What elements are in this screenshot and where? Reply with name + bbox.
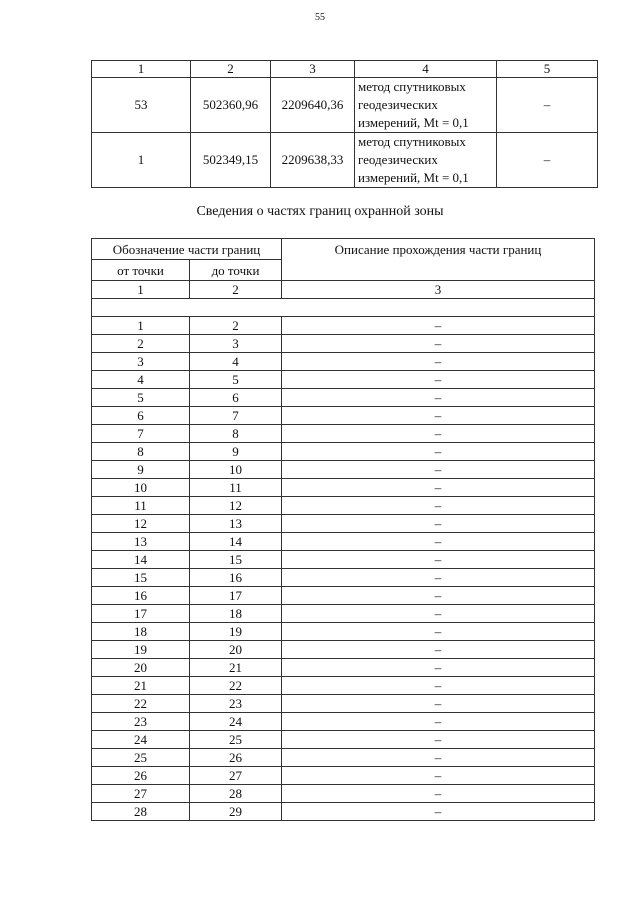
from-point: 23 [92,713,190,731]
table-row [92,133,598,188]
to-point: 28 [190,785,282,803]
table-row [92,767,595,785]
description-value: – [282,317,595,335]
to-point: 18 [190,605,282,623]
to-point: 29 [190,803,282,821]
description-value: – [282,443,595,461]
to-point: 20 [190,641,282,659]
description-value: – [282,605,595,623]
spacer-cell [92,299,595,317]
description-value: – [282,587,595,605]
from-point: 24 [92,731,190,749]
table-row [92,623,595,641]
table-row [92,551,595,569]
from-point: 2 [92,335,190,353]
y-coordinate: 2209640,36 [271,78,355,133]
table-row [92,479,595,497]
table-row [92,659,595,677]
from-point: 28 [92,803,190,821]
to-point: 17 [190,587,282,605]
from-point: 15 [92,569,190,587]
from-point: 5 [92,389,190,407]
to-point: 4 [190,353,282,371]
from-point: 14 [92,551,190,569]
description-header: Описание прохождения части границ [282,239,595,281]
description-value: – [282,641,595,659]
description-value: – [282,353,595,371]
table-row [92,587,595,605]
table-row [92,317,595,335]
designation-header: Обозначение части границ [92,239,282,260]
table-row [92,78,598,133]
from-point: 21 [92,677,190,695]
column-number: 2 [190,281,282,299]
from-point: 10 [92,479,190,497]
description-value: – [282,551,595,569]
description-value: – [282,335,595,353]
column-number: 1 [92,281,190,299]
description-value: – [282,389,595,407]
table-row [92,515,595,533]
description-value: – [282,785,595,803]
from-point: 6 [92,407,190,425]
table-row [92,641,595,659]
from-point: 25 [92,749,190,767]
from-point: 4 [92,371,190,389]
table-row [92,713,595,731]
to-point: 27 [190,767,282,785]
table-row [92,461,595,479]
description-value: – [282,623,595,641]
column-number: 1 [92,61,191,78]
note-value: – [497,78,598,133]
from-point: 7 [92,425,190,443]
to-point: 8 [190,425,282,443]
parts-column-numbers-row [92,281,595,299]
table-row [92,533,595,551]
to-point: 7 [190,407,282,425]
table-row [92,731,595,749]
from-point: 19 [92,641,190,659]
table-row [92,497,595,515]
x-coordinate: 502360,96 [191,78,271,133]
table-row [92,443,595,461]
from-point: 9 [92,461,190,479]
description-value: – [282,533,595,551]
y-coordinate: 2209638,33 [271,133,355,188]
to-point: 26 [190,749,282,767]
table-row [92,749,595,767]
table-row [92,605,595,623]
description-value: – [282,695,595,713]
method-line: геодезических [358,97,438,112]
to-point: 16 [190,569,282,587]
description-value: – [282,731,595,749]
description-value: – [282,767,595,785]
section-title: Сведения о частях границ охранной зоны [196,204,444,219]
from-point: 3 [92,353,190,371]
to-point: 12 [190,497,282,515]
table-row [92,425,595,443]
column-number: 3 [282,281,595,299]
description-value: – [282,803,595,821]
method-line: метод спутниковых [358,134,466,149]
to-point-header: до точки [190,260,282,281]
method-line: измерений, Mt = 0,1 [358,115,469,130]
table-row [92,785,595,803]
from-point: 11 [92,497,190,515]
description-value: – [282,425,595,443]
column-number: 3 [271,61,355,78]
to-point: 13 [190,515,282,533]
column-number: 2 [191,61,271,78]
to-point: 6 [190,389,282,407]
point-number: 53 [92,78,191,133]
to-point: 2 [190,317,282,335]
page-number: 55 [315,12,325,23]
to-point: 24 [190,713,282,731]
description-value: – [282,371,595,389]
to-point: 19 [190,623,282,641]
coordinates-header-row [92,61,598,78]
description-value: – [282,479,595,497]
table-row [92,407,595,425]
x-coordinate: 502349,15 [191,133,271,188]
parts-spacer-row [92,299,595,317]
description-value: – [282,749,595,767]
table-row [92,335,595,353]
table-row [92,353,595,371]
from-point: 27 [92,785,190,803]
from-point: 8 [92,443,190,461]
to-point: 10 [190,461,282,479]
to-point: 23 [190,695,282,713]
from-point: 16 [92,587,190,605]
parts-header-row [92,239,595,260]
to-point: 22 [190,677,282,695]
boundary-parts-table [91,238,595,821]
method-line: метод спутниковых [358,79,466,94]
to-point: 25 [190,731,282,749]
from-point: 18 [92,623,190,641]
table-row [92,371,595,389]
description-value: – [282,407,595,425]
column-number: 4 [355,61,497,78]
from-point: 26 [92,767,190,785]
column-number: 5 [497,61,598,78]
from-point: 13 [92,533,190,551]
from-point: 22 [92,695,190,713]
method-description [355,133,497,188]
table-row [92,389,595,407]
method-description [355,78,497,133]
from-point-header: от точки [92,260,190,281]
table-row [92,569,595,587]
description-value: – [282,659,595,677]
table-row [92,695,595,713]
note-value: – [497,133,598,188]
to-point: 9 [190,443,282,461]
boundary-parts-body [92,239,595,821]
table-row [92,803,595,821]
from-point: 1 [92,317,190,335]
description-value: – [282,461,595,479]
description-value: – [282,569,595,587]
to-point: 15 [190,551,282,569]
table-row [92,677,595,695]
description-value: – [282,497,595,515]
method-line: геодезических [358,152,438,167]
description-value: – [282,677,595,695]
point-number: 1 [92,133,191,188]
to-point: 3 [190,335,282,353]
to-point: 5 [190,371,282,389]
description-value: – [282,515,595,533]
from-point: 12 [92,515,190,533]
to-point: 21 [190,659,282,677]
from-point: 17 [92,605,190,623]
description-value: – [282,713,595,731]
to-point: 14 [190,533,282,551]
to-point: 11 [190,479,282,497]
coordinates-table [91,60,598,188]
method-line: измерений, Mt = 0,1 [358,170,469,185]
from-point: 20 [92,659,190,677]
